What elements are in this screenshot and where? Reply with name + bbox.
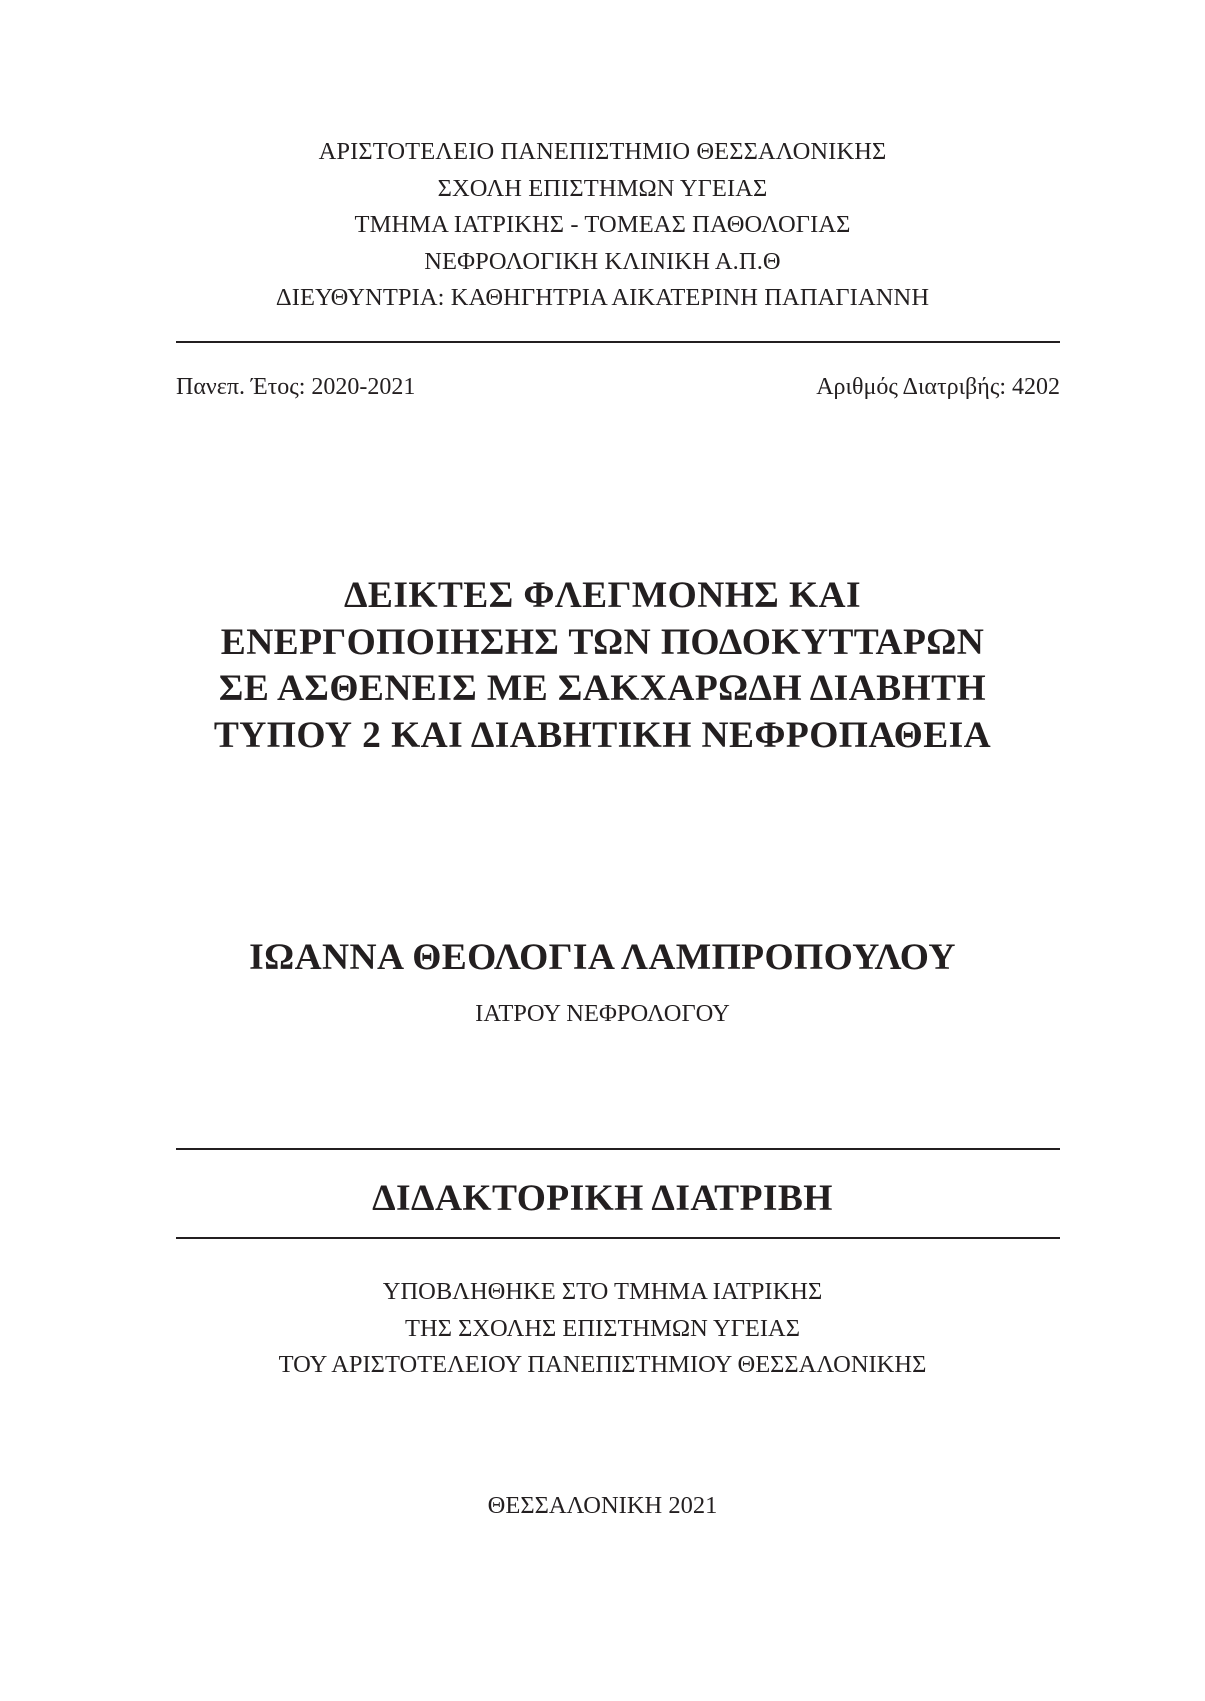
- title-line: ΕΝΕΡΓΟΠΟΙΗΣΗΣ ΤΩΝ ΠΟΔΟΚΥΤΤΑΡΩΝ: [220, 621, 985, 663]
- submission-line: ΤΗΣ ΣΧΟΛΗΣ ΕΠΙΣΤΗΜΩΝ ΥΓΕΙΑΣ: [405, 1314, 800, 1342]
- title-line: ΣΕ ΑΣΘΕΝΕΙΣ ΜΕ ΣΑΚΧΑΡΩΔΗ ΔΙΑΒΗΤΗ: [218, 668, 987, 709]
- place-year: ΘΕΣΣΑΛΟΝΙΚΗ 2021: [487, 1492, 718, 1519]
- title-line: ΤΥΠΟΥ 2 ΚΑΙ ΔΙΑΒΗΤΙΚΗ ΝΕΦΡΟΠΑΘΕΙΑ: [213, 714, 992, 756]
- thesis-type-top-divider: [176, 1148, 1060, 1150]
- thesis-number: Αριθμός Διατριβής: 4202: [816, 374, 1060, 400]
- header-school: ΣΧΟΛΗ ΕΠΙΣΤΗΜΩΝ ΥΓΕΙΑΣ: [437, 174, 768, 202]
- author-name: ΙΩΑΝΝΑ ΘΕΟΛΟΓΙΑ ΛΑΜΠΡΟΠΟΥΛΟΥ: [249, 937, 956, 978]
- institution-header: [0, 134, 1205, 317]
- thesis-type-bottom-divider: [176, 1237, 1060, 1239]
- header-divider: [176, 341, 1060, 343]
- header-department: ΤΜΗΜΑ ΙΑΤΡΙΚΗΣ - ΤΟΜΕΑΣ ΠΑΘΟΛΟΓΙΑΣ: [354, 211, 851, 239]
- header-university: ΑΡΙΣΤΟΤΕΛΕΙΟ ΠΑΝΕΠΙΣΤΗΜΙΟ ΘΕΣΣΑΛΟΝΙΚΗΣ: [318, 138, 887, 165]
- thesis-title: [0, 573, 1205, 759]
- title-line: ΔΕΙΚΤΕΣ ΦΛΕΓΜΟΝΗΣ ΚΑΙ: [344, 575, 861, 616]
- header-director: ΔΙΕΥΘΥΝΤΡΙΑ: ΚΑΘΗΓΗΤΡΙΑ ΑΙΚΑΤΕΡΙΝΗ ΠΑΠΑΓΙΑΝΝΗ: [275, 284, 930, 312]
- submission-statement: [0, 1274, 1205, 1384]
- academic-year: Πανεπ. Έτος: 2020-2021: [176, 374, 416, 400]
- submission-line: ΤΟΥ ΑΡΙΣΤΟΤΕΛΕΙΟΥ ΠΑΝΕΠΙΣΤΗΜΙΟΥ ΘΕΣΣΑΛΟΝΙΚΗΣ: [278, 1351, 927, 1379]
- author-role: ΙΑΤΡΟΥ ΝΕΦΡΟΛΟΓΟΥ: [475, 1000, 730, 1027]
- header-clinic: ΝΕΦΡΟΛΟΓΙΚΗ ΚΛΙΝΙΚΗ Α.Π.Θ: [424, 247, 781, 275]
- submission-line: ΥΠΟΒΛΗΘΗΚΕ ΣΤΟ ΤΜΗΜΑ ΙΑΤΡΙΚΗΣ: [382, 1278, 823, 1305]
- thesis-type: ΔΙΔΑΚΤΟΡΙΚΗ ΔΙΑΤΡΙΒΗ: [372, 1178, 833, 1219]
